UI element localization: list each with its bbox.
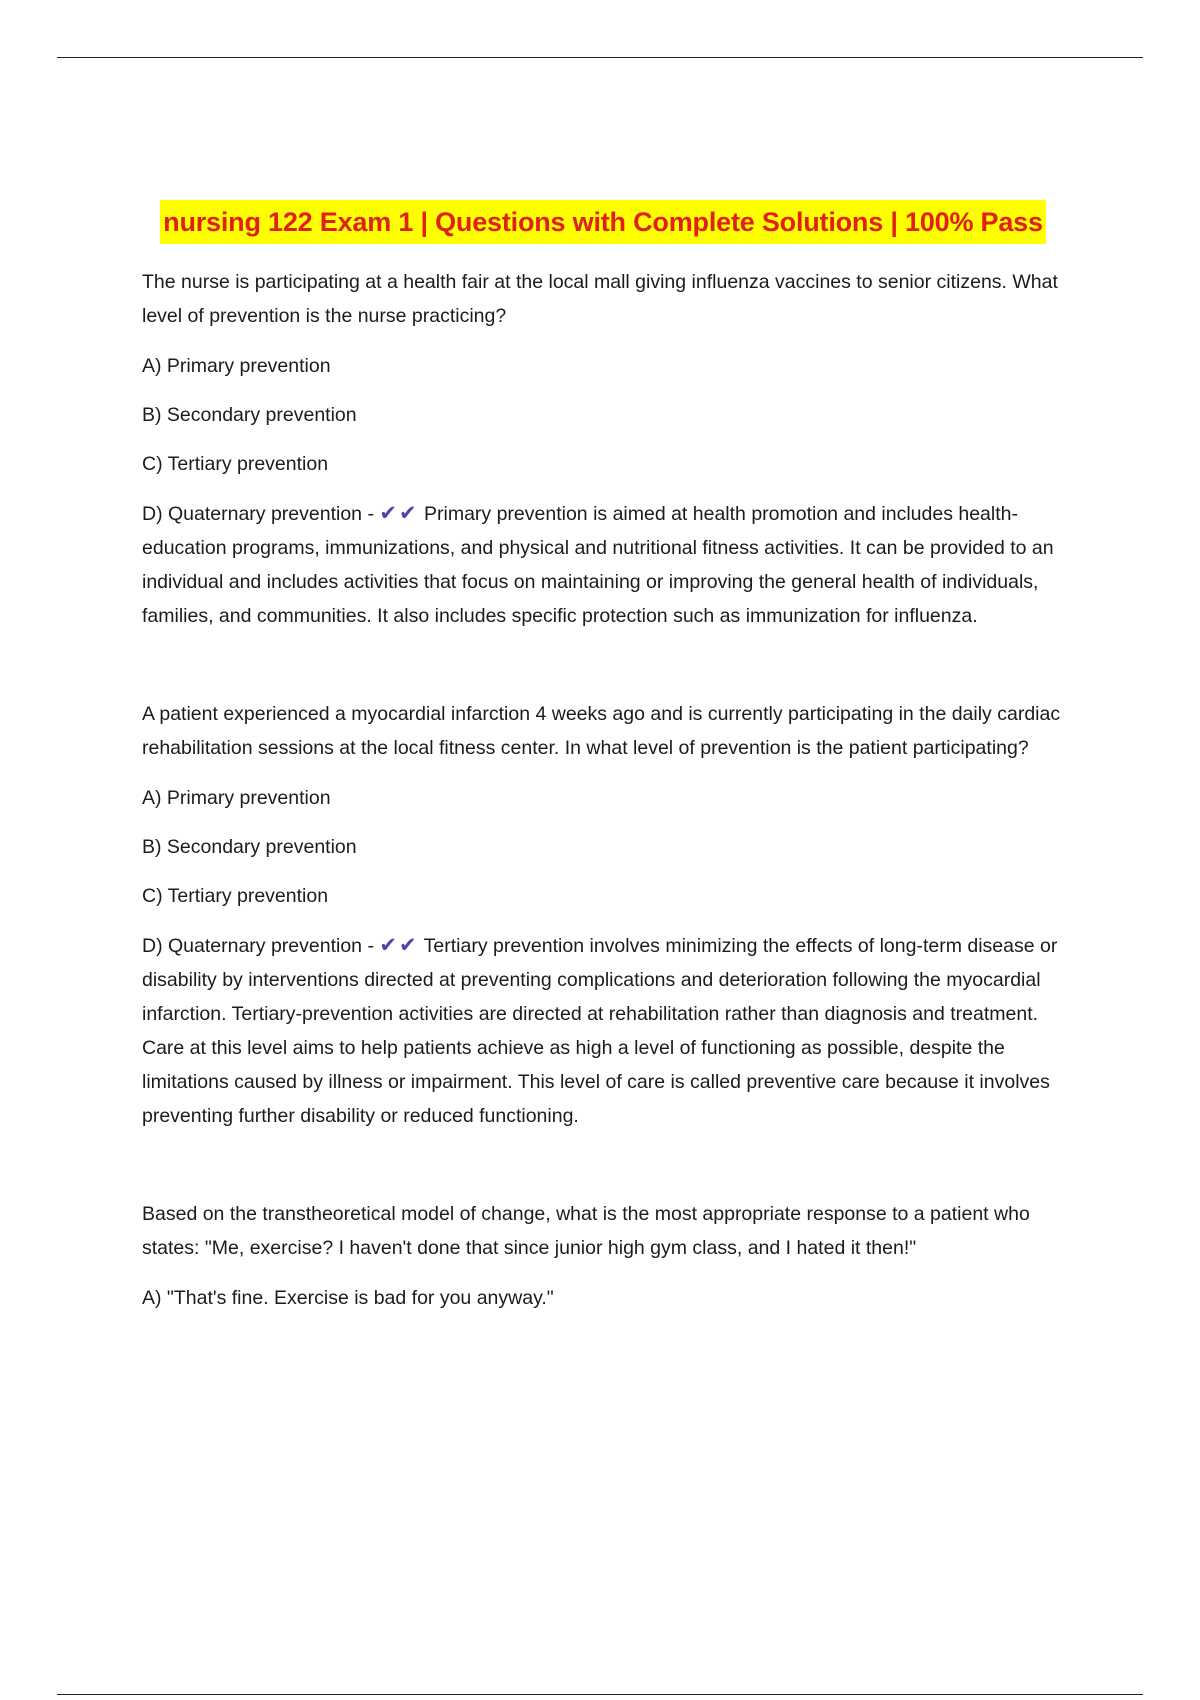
answer-option-d: D) Quaternary prevention - [142, 503, 374, 525]
answer-option-d-with-rationale [142, 928, 1064, 1133]
answer-option-a: A) "That's fine. Exercise is bad for you anyway." [142, 1287, 554, 1309]
checkmark-icon: ✔ [398, 501, 417, 525]
footer-rule [57, 1694, 1143, 1695]
answer-option-b: B) Secondary prevention [142, 836, 357, 858]
checkmark-icon: ✔ [379, 501, 397, 525]
question-block-3 [142, 1198, 1064, 1315]
answer-option-a: A) Primary prevention [142, 787, 331, 809]
checkmark-icon: ✔ [398, 933, 417, 957]
spacer [142, 1148, 1064, 1198]
spacer [142, 648, 1064, 698]
checkmark-icon: ✔ [379, 933, 397, 957]
answer-option-b: B) Secondary prevention [142, 404, 357, 426]
question-text: A patient experienced a myocardial infarction 4 weeks ago and is currently participating in the daily cardiac rehabilitation sessions at the local fitness center. In what level of prevention is the patient participating? [142, 703, 1061, 759]
question-block-1 [142, 266, 1064, 633]
answer-option-c: C) Tertiary prevention [142, 885, 329, 907]
answer-option-c: C) Tertiary prevention [142, 453, 329, 475]
question-text: Based on the transtheoretical model of change, what is the most appropriate response to a patient who states: "Me, exercise? I haven't done that since junior high gym class, and I hated it then!" [142, 1203, 1030, 1259]
answer-option-d-with-rationale [142, 496, 1064, 633]
answer-option-a: A) Primary prevention [142, 355, 331, 377]
question-block-2 [142, 698, 1064, 1133]
document-title: nursing 122 Exam 1 | Questions with Complete Solutions | 100% Pass [160, 200, 1046, 244]
answer-option-d: D) Quaternary prevention - [142, 935, 374, 957]
title-container [142, 200, 1064, 244]
header-rule [57, 57, 1143, 58]
document-body [142, 200, 1064, 1330]
question-text: The nurse is participating at a health fair at the local mall giving influenza vaccines to senior citizens. What level of prevention is the nurse practicing? [142, 271, 1058, 327]
rationale-text: Primary prevention is aimed at health promotion and includes health-education programs, immunizations, and physical and nutritional fitness activities. It can be provided to an individual and includes activities that focus on maintaining or improving the general health of individuals, families, and communities. It also includes specific protection such as immunization for influenza. [142, 503, 1054, 627]
rationale-text: Tertiary prevention involves minimizing the effects of long-term disease or disability by interventions directed at preventing complications and deterioration following the myocardial infarction. Tertiary-prevention activities are directed at rehabilitation rather than diagnosis and treatment. Care at this level aims to help patients achieve as high a level of functioning as possible, despite the limitations caused by illness or impairment. This level of care is called preventive care because it involves preventing further disability or reduced functioning. [142, 935, 1058, 1127]
